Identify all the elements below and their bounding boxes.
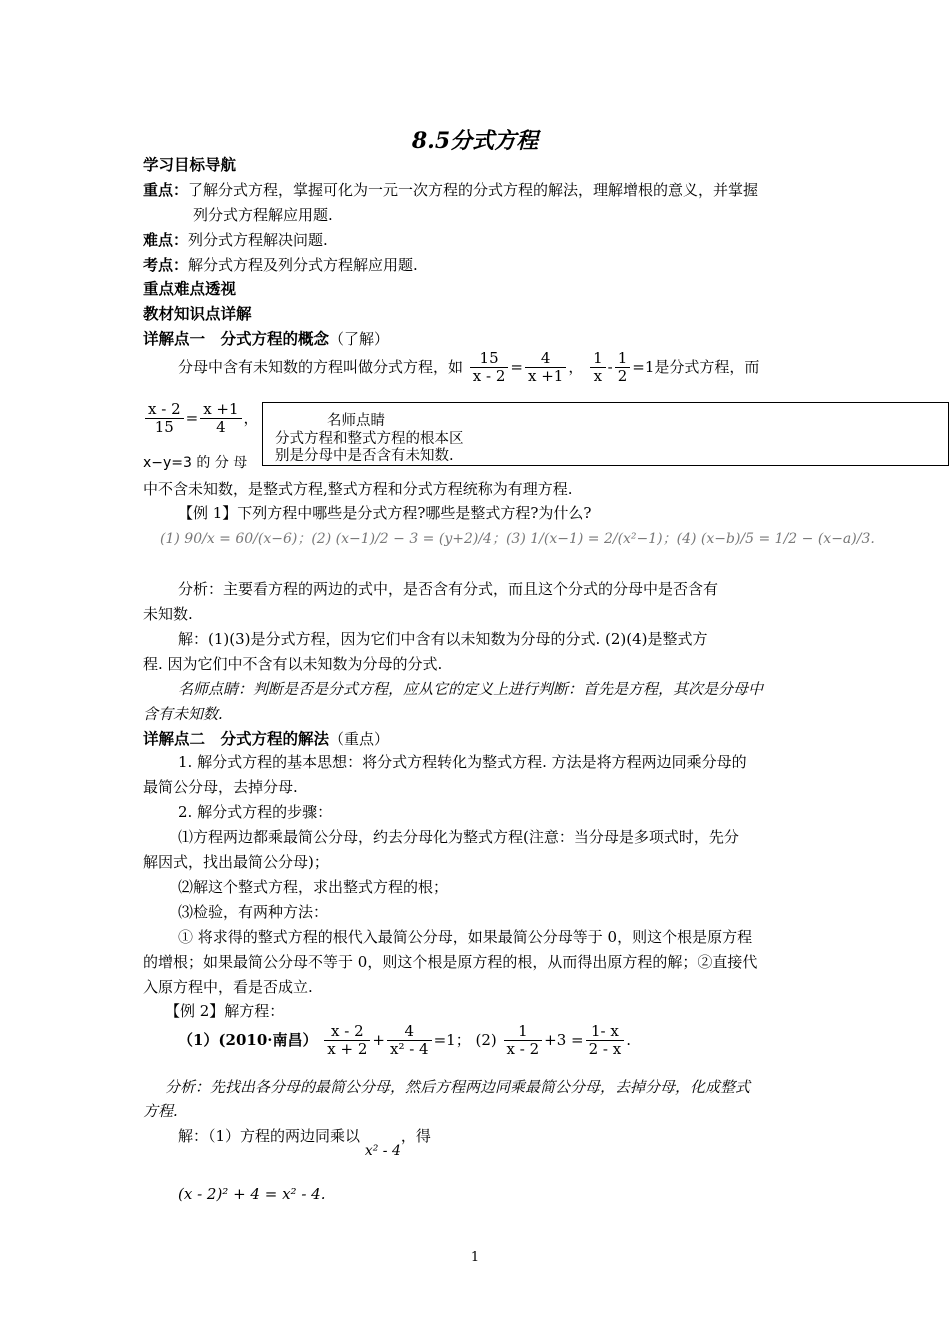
equals-sign: = (185, 408, 199, 427)
example-2-part1-label: （1）(2010·南昌） (178, 1030, 318, 1049)
solution-2-text-a: 解：（1）方程的两边同乘以 (178, 1127, 361, 1145)
key-point-text-cont: 列分式方程解应用题. (193, 206, 333, 224)
step-1-line1: ⑴方程两边都乘最简公分母，约去分母化为整式方程(注意：当分母是多项式时，先分 (178, 828, 739, 846)
fraction-1-over-x-2: $\frac{1}{x - 2}$ (504, 1023, 543, 1059)
check-line3: 入原方程中，看是否成立. (143, 978, 313, 996)
solution-2-expression: x² - 4 (364, 1143, 401, 1159)
analysis-2-line1: 分析：先找出各分母的最简公分母，然后方程两边同乘最简公分母，去掉分母，化成整式 (165, 1078, 751, 1096)
fraction-15-over-x-2: $\frac{15}{x - 2}$ (470, 350, 509, 386)
xy-equation-line: x−y=3 的 分 母 (143, 455, 248, 471)
rational-equation-line: 中不含未知数，是整式方程,整式方程和分式方程统称为有理方程. (143, 480, 573, 498)
example-1-equations: (1) 90/x = 60/(x−6)；(2) (x−1)/2 − 3 = (y+2)/4；(3) 1/(x−1) = 2/(x²−1)；(4) (x−b)/5 = 1/2 − (x−a)/3. (160, 531, 875, 547)
example-2-part2-label: (2) (475, 1030, 497, 1049)
steps-heading: 2. 解分式方程的步骤： (178, 803, 333, 821)
definition-text-b: ， (568, 357, 584, 376)
equals-sign: = (510, 357, 523, 376)
key-point-label: 重点： (143, 181, 189, 199)
exam-point-line (143, 254, 418, 275)
document-title: 8.5分式方程 (411, 128, 539, 154)
method-line2: 最简公分母，去掉分母. (143, 778, 298, 796)
plus-sign: + (372, 1030, 385, 1049)
fraction-x-plus-1-over-4: $\frac{x +1}{4}$ (200, 401, 241, 437)
tip-box-line2: 别是分母中是否含有未知数. (275, 448, 454, 464)
key-point-line (143, 179, 758, 200)
point-two-title: 详解点二 分式方程的解法 (143, 730, 330, 748)
fraction-1-over-2: $\frac{1}{2}$ (615, 350, 631, 386)
tip-box-title: 名师点睛 (327, 413, 385, 429)
solution-1-line2: 程. 因为它们中不含有以未知数为分母的分式. (143, 655, 443, 673)
step-1-line2: 解因式，找出最简公分母)； (143, 853, 329, 871)
solution-2-text-b: ，得 (400, 1127, 431, 1145)
key-point-text: 了解分式方程，掌握可化为一元一次方程的分式方程的解法，理解增根的意义，并掌握 (188, 181, 759, 199)
analysis-1-line1: 分析：主要看方程的两边的式中，是否含有分式，而且这个分式的分母中是否含有 (178, 580, 719, 598)
fraction-4-over-x2-4: $\frac{4}{\text{x² - 4}}$ (387, 1023, 432, 1059)
fraction-4-over-x-plus-1: $\frac{4}{x +1}$ (525, 350, 566, 386)
solution-2-line (178, 1125, 431, 1159)
equals-one: =1； (433, 1030, 471, 1049)
tip-box-line1: 分式方程和整式方程的根本区 (275, 431, 464, 447)
step-2: ⑵解这个整式方程，求出整式方程的根； (178, 878, 449, 896)
step-3: ⑶检验，有两种方法： (178, 903, 329, 921)
check-line1: ① 将求得的整式方程的根代入最简公分母，如果最简公分母等于 0，则这个根是原方程 (178, 928, 753, 946)
analysis-2-line2: 方程. (143, 1102, 178, 1120)
analysis-1-line2: 未知数. (143, 605, 193, 623)
definition-text-c: =1是分式方程，而 (632, 357, 760, 376)
point-two-heading (143, 727, 389, 749)
fraction-1-over-x: $\frac{1}{x}$ (590, 350, 606, 386)
method-line1: 1. 解分式方程的基本思想：将分式方程转化为整式方程. 方法是将方程两边同乘分母的 (178, 753, 747, 771)
example-2-question: 【例 2】解方程： (165, 1002, 285, 1020)
point-two-tag: （重点） (329, 730, 390, 748)
polynomial-equation-example (143, 401, 259, 437)
point-one-heading (143, 327, 389, 349)
tip-1-line2: 含有未知数. (143, 705, 223, 723)
exam-point-label: 考点： (143, 256, 189, 274)
comma: ， (243, 408, 259, 427)
difficulty-line (143, 229, 328, 250)
difficulty-text: 列分式方程解决问题. (188, 231, 328, 249)
point-one-title: 详解点一 分式方程的概念 (143, 330, 330, 348)
fraction-x-2-over-x-plus-2: $\frac{x - 2}{x + 2}$ (324, 1023, 370, 1059)
example-2-equations (178, 1023, 631, 1059)
example-1-question: 【例 1】下列方程中哪些是分式方程?哪些是整式方程?为什么? (178, 504, 592, 522)
page-number: 1 (470, 1250, 480, 1265)
difficulty-label: 难点： (143, 231, 189, 249)
point-one-tag: （了解） (329, 330, 390, 348)
minus-sign: - (607, 357, 613, 376)
check-line2: 的增根；如果最简公分母不等于 0，则这个根是原方程的根，从而得出原方程的解；②直接代 (143, 953, 758, 971)
plus-three-equals: +3 = (544, 1030, 584, 1049)
tip-box (262, 402, 949, 466)
section-heading-knowledge: 教材知识点详解 (143, 305, 252, 323)
fraction-x-2-over-15: $\frac{x - 2}{15}$ (145, 401, 184, 437)
solution-1-line1: 解：(1)(3)是分式方程，因为它们中含有以未知数为分母的分式. (2)(4)是整式方 (178, 630, 708, 648)
definition-line (178, 350, 759, 386)
period: . (626, 1030, 631, 1049)
definition-text-a: 分母中含有未知数的方程叫做分式方程，如 (178, 357, 464, 376)
expanded-equation: (x - 2)² + 4 = x² - 4. (178, 1185, 326, 1203)
section-heading-goals: 学习目标导航 (143, 156, 237, 174)
exam-point-text: 解分式方程及列分式方程解应用题. (188, 256, 418, 274)
section-heading-focus: 重点难点透视 (143, 280, 237, 298)
tip-1-line1: 名师点睛：判断是否是分式方程，应从它的定义上进行判断：首先是方程，其次是分母中 (178, 680, 764, 698)
fraction-1-x-over-2-x: $\frac{1- x}{2 - x}$ (586, 1023, 625, 1059)
